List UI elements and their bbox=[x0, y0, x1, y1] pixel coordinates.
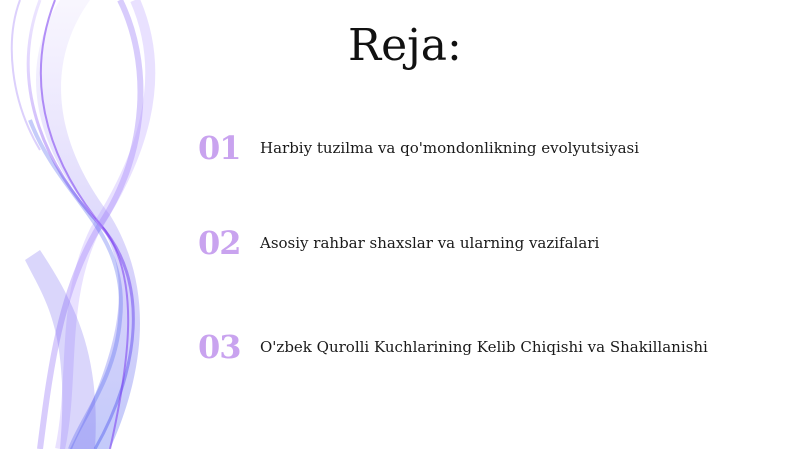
agenda-item-text: O'zbek Qurolli Kuchlarining Kelib Chiqishi va Shakillanishi bbox=[260, 338, 708, 356]
agenda-item-text: Asosiy rahbar shaxslar va ularning vazifalari bbox=[260, 234, 600, 252]
ribbon-decoration bbox=[0, 0, 200, 449]
agenda-item-number: 01 bbox=[198, 129, 241, 167]
agenda-item-number: 02 bbox=[198, 224, 241, 262]
slide-title: Reja: bbox=[348, 20, 462, 71]
agenda-item-2 bbox=[198, 223, 778, 263]
agenda-item-number: 03 bbox=[198, 328, 241, 366]
agenda-item-3 bbox=[198, 327, 778, 367]
agenda-item-1 bbox=[198, 128, 778, 168]
agenda-item-text: Harbiy tuzilma va qo'mondonlikning evolyutsiyasi bbox=[260, 139, 640, 157]
